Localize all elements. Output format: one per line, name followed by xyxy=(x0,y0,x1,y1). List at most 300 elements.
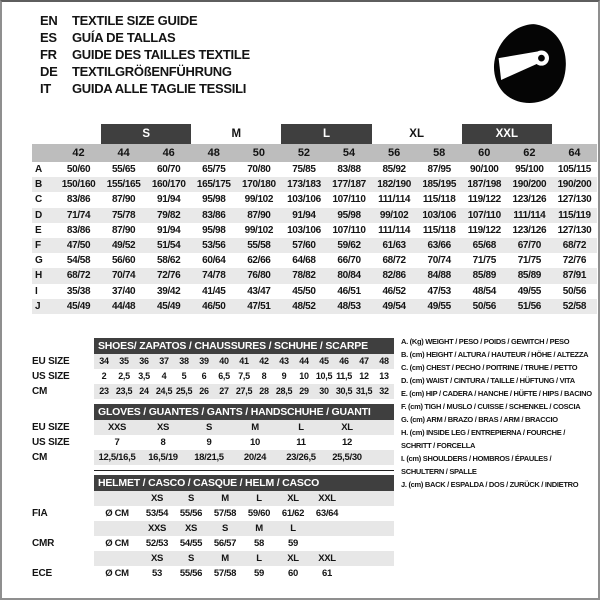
measure-row-g xyxy=(32,253,597,268)
measure-value: 177/187 xyxy=(332,179,366,191)
measure-value: 67/70 xyxy=(517,239,541,251)
helmet-value: 60 xyxy=(288,568,298,579)
measure-row-j xyxy=(32,299,597,314)
size-number: 64 xyxy=(568,147,581,159)
measure-value: 115/118 xyxy=(422,194,456,206)
measure-value: 95/98 xyxy=(202,224,226,236)
measure-value: 61/63 xyxy=(382,239,406,251)
gloves-row-us-size xyxy=(32,435,394,450)
language-line-en xyxy=(40,12,250,29)
measure-value: 47/51 xyxy=(247,300,271,312)
shoes-value: 26 xyxy=(199,386,209,396)
helmet-values-row-fia xyxy=(32,506,394,521)
measure-value: 190/200 xyxy=(557,179,592,191)
measure-value: 50/56 xyxy=(472,300,496,312)
shoes-value: 4 xyxy=(161,371,167,381)
shoes-value: 48 xyxy=(379,356,389,366)
gloves-table xyxy=(32,404,394,465)
measure-value: 99/102 xyxy=(244,194,274,206)
shoes-value: 29 xyxy=(299,386,309,396)
shoes-value: 45 xyxy=(319,356,329,366)
helmet-unit: Ø CM xyxy=(105,568,129,579)
language-code: IT xyxy=(40,81,51,96)
shoes-row-eu-size xyxy=(32,354,394,369)
measure-value: 85/92 xyxy=(382,164,406,175)
measure-value: 127/130 xyxy=(557,194,592,206)
measure-value: 55/65 xyxy=(111,164,136,175)
shoes-row-label: CM xyxy=(32,386,48,397)
size-number: 50 xyxy=(252,147,265,159)
measure-value: 74/78 xyxy=(202,270,226,282)
measure-value: 70/80 xyxy=(247,164,271,175)
gloves-values xyxy=(94,420,394,435)
language-line-it xyxy=(40,80,250,97)
measure-letter: F xyxy=(35,239,41,251)
shoes-value: 28,5 xyxy=(275,386,293,396)
guide-title: TEXTILE SIZE GUIDE xyxy=(72,13,198,28)
helmet-size-label: XL xyxy=(287,553,299,564)
measure-value: 68/72 xyxy=(562,239,587,251)
size-number: 44 xyxy=(117,147,130,159)
helmet-value: 54/55 xyxy=(179,538,203,549)
measure-value: 60/70 xyxy=(157,164,181,175)
measure-value: 58/62 xyxy=(157,255,181,267)
helmet-standard-label: FIA xyxy=(32,508,48,519)
measure-value: 70/74 xyxy=(111,270,136,282)
measure-value: 45/49 xyxy=(157,300,181,312)
shoes-value: 6 xyxy=(201,371,207,381)
language-code: FR xyxy=(40,47,57,62)
helmet-value: 61 xyxy=(322,568,332,579)
shoes-value: 8 xyxy=(261,371,267,381)
size-number: 52 xyxy=(297,147,311,159)
measure-value: 123/126 xyxy=(512,224,547,236)
size-number: 46 xyxy=(162,147,175,159)
measure-row-h xyxy=(32,268,597,283)
guide-title: GUIDA ALLE TAGLIE TESSILI xyxy=(72,81,247,96)
size-number: 56 xyxy=(387,147,401,159)
size-group-xxl: XXL xyxy=(462,124,552,144)
measure-letter: H xyxy=(35,270,42,282)
measure-value: 95/98 xyxy=(337,209,361,221)
measure-value: 51/56 xyxy=(517,300,541,312)
measure-value: 71/75 xyxy=(472,255,496,267)
measure-value: 71/75 xyxy=(517,255,541,267)
measure-value: 49/54 xyxy=(382,300,406,312)
measure-value: 45/49 xyxy=(66,300,91,312)
measure-value: 99/102 xyxy=(379,209,409,221)
measure-value: 119/122 xyxy=(467,194,501,206)
shoes-value: 9 xyxy=(281,371,287,381)
legend-item-f: F. (cm) TIGH / MUSLO / CUISSE / SCHENKEL / COSCIA xyxy=(401,402,581,411)
helmet-value: 57/58 xyxy=(213,568,237,579)
measure-value: 173/183 xyxy=(287,179,321,191)
guide-title: GUIDE DES TAILLES TEXTILE xyxy=(72,47,250,62)
measure-value: 49/52 xyxy=(111,239,136,251)
shoes-value: 41 xyxy=(239,356,249,366)
measure-letter: I xyxy=(35,285,38,297)
measure-value: 50/56 xyxy=(562,285,587,297)
measure-value: 71/74 xyxy=(66,209,91,221)
shoes-value: 5 xyxy=(181,371,187,381)
helmet-value: 61/62 xyxy=(281,508,305,519)
shoes-value: 2,5 xyxy=(118,371,130,381)
shoes-value: 38 xyxy=(179,356,189,366)
measure-value: 107/110 xyxy=(467,209,501,221)
measure-value: 165/175 xyxy=(196,179,231,191)
helmet-values xyxy=(94,566,394,581)
measure-value: 41/45 xyxy=(202,285,226,297)
shoes-value: 23 xyxy=(99,386,109,396)
gloves-value: 16,5/19 xyxy=(148,452,178,463)
measure-value: 37/40 xyxy=(111,285,136,297)
size-number-row xyxy=(32,144,597,162)
measure-letter: G xyxy=(35,255,43,267)
full-face-helmet-icon xyxy=(486,18,570,110)
language-code: ES xyxy=(40,30,57,45)
shoes-value: 3,5 xyxy=(138,371,150,381)
measure-value: 46/52 xyxy=(382,285,406,297)
helmet-size-label: M xyxy=(221,553,229,564)
size-corner-spacer xyxy=(32,144,56,162)
measure-row-e xyxy=(32,223,597,238)
measure-value: 49/55 xyxy=(427,300,451,312)
gloves-value: 12 xyxy=(342,437,352,448)
shoes-value: 35 xyxy=(119,356,129,366)
measure-value: 111/114 xyxy=(513,209,546,221)
helmet-unit: Ø CM xyxy=(105,538,129,549)
helmet-title: HELMET / CASCO / CASQUE / HELM / CASCO xyxy=(94,475,394,491)
helmet-size-label: XXL xyxy=(318,493,336,504)
helmet-size-label: XS xyxy=(150,553,164,564)
measure-value: 155/165 xyxy=(106,179,141,191)
measure-value: 105/115 xyxy=(557,164,592,175)
helmet-size-label xyxy=(310,521,344,536)
measure-value: 78/82 xyxy=(292,270,316,282)
measure-value: 60/64 xyxy=(202,255,226,267)
measure-value: 87/95 xyxy=(427,164,451,175)
helmet-value xyxy=(310,536,344,551)
legend-item-e: E. (cm) HIP / CADERA / HANCHE / HÜFTE / HIPS / BACINO xyxy=(401,389,592,398)
measure-value: 62/66 xyxy=(247,255,271,267)
shoes-values xyxy=(94,354,394,369)
measure-value: 66/70 xyxy=(337,255,361,267)
gloves-value: M xyxy=(251,422,259,433)
helmet-size-labels xyxy=(94,491,394,506)
shoes-value: 42 xyxy=(259,356,269,366)
language-code: DE xyxy=(40,64,58,79)
gloves-row-cm xyxy=(32,450,394,465)
measure-value: 111/114 xyxy=(378,194,411,206)
shoes-value: 7,5 xyxy=(238,371,250,381)
measure-letter: D xyxy=(35,209,42,221)
helmet-value: 55/56 xyxy=(179,508,203,519)
measure-value: 64/68 xyxy=(292,255,316,267)
helmet-table xyxy=(32,475,394,581)
helmet-size-label: L xyxy=(290,523,296,534)
legend-item-g: G. (cm) ARM / BRAZO / BRAS / ARM / BRACCIO xyxy=(401,415,558,424)
helmet-size-label: XXS xyxy=(147,523,167,534)
measure-value: 70/74 xyxy=(427,255,451,267)
size-number: 42 xyxy=(72,147,85,159)
shoes-value: 30 xyxy=(319,386,329,396)
helmet-size-spacer xyxy=(94,551,140,566)
measure-value: 72/76 xyxy=(157,270,181,282)
measure-value: 35/38 xyxy=(66,285,91,297)
measure-value: 75/85 xyxy=(292,164,316,175)
measure-value: 83/86 xyxy=(66,194,91,206)
gloves-value: XS xyxy=(156,422,170,433)
legend-item-b: B. (cm) HEIGHT / ALTURA / HAUTEUR / HÖHE / ALTEZZA xyxy=(401,350,589,359)
measure-value: 87/91 xyxy=(562,270,587,282)
shoes-value: 27,5 xyxy=(235,386,253,396)
measure-value: 53/56 xyxy=(202,239,226,251)
shoes-value: 46 xyxy=(339,356,349,366)
helmet-size-label: XS xyxy=(184,523,198,534)
gloves-row-label: CM xyxy=(32,452,48,463)
accessory-tables xyxy=(32,338,394,586)
measure-value: 91/94 xyxy=(157,224,181,236)
legend-item-h: H. (cm) INSIDE LEG / ENTREPIERNA / FOURCHE / SCHRITT / FORCELLA xyxy=(401,428,566,450)
measure-value: 90/100 xyxy=(470,164,499,175)
size-number: 62 xyxy=(523,147,536,159)
shoes-value: 27 xyxy=(219,386,229,396)
shoes-value: 30,5 xyxy=(335,386,353,396)
helmet-value: 59/60 xyxy=(247,508,271,519)
helmet-size-spacer xyxy=(94,521,140,536)
measure-value: 107/110 xyxy=(332,224,366,236)
measure-value: 46/50 xyxy=(202,300,226,312)
measure-value: 103/106 xyxy=(287,194,321,206)
gloves-title: GLOVES / GUANTES / GANTS / HANDSCHUHE / GUANTI xyxy=(94,404,394,420)
helmet-size-label: M xyxy=(255,523,263,534)
shoes-value: 13 xyxy=(379,371,389,381)
measure-value: 160/170 xyxy=(151,179,186,191)
helmet-value: 55/56 xyxy=(179,568,203,579)
gloves-value: 10 xyxy=(250,437,260,448)
shoes-value: 40 xyxy=(219,356,229,366)
shoes-value: 43 xyxy=(279,356,289,366)
measure-value: 39/42 xyxy=(157,285,181,297)
measure-row-f xyxy=(32,238,597,253)
measure-value: 87/90 xyxy=(247,209,271,221)
helmet-row-spacer xyxy=(32,551,94,566)
measure-letter: C xyxy=(35,194,42,206)
helmet-size-labels xyxy=(94,551,394,566)
gloves-value: XL xyxy=(341,422,353,433)
helmet-row-spacer xyxy=(32,521,94,536)
measure-value: 65/68 xyxy=(472,239,496,251)
legend-item-j: J. (cm) BACK / ESPALDA / DOS / ZURÜCK / INDIETRO xyxy=(401,480,579,489)
textile-size-table xyxy=(32,124,597,314)
measure-letter: B xyxy=(35,179,42,191)
shoes-row-label: EU SIZE xyxy=(32,356,70,367)
shoes-value: 12 xyxy=(359,371,369,381)
language-line-es xyxy=(40,29,250,46)
helmet-sizes-row-cmr xyxy=(32,521,394,536)
measure-value: 115/118 xyxy=(422,224,456,236)
measure-value: 80/84 xyxy=(337,270,361,282)
guide-title: GUÍA DE TALLAS xyxy=(72,30,176,45)
size-number: 60 xyxy=(478,147,491,159)
gloves-value: XXS xyxy=(107,422,127,433)
size-number: 58 xyxy=(433,147,446,159)
measure-value: 44/48 xyxy=(111,300,136,312)
measure-value: 95/100 xyxy=(515,164,544,175)
gloves-value: 20/24 xyxy=(243,452,267,463)
measure-value: 48/53 xyxy=(337,300,361,312)
helmet-size-label: S xyxy=(187,493,195,504)
measure-value: 45/50 xyxy=(292,285,316,297)
helmet-sizes-row-ece xyxy=(32,551,394,566)
measure-value: 50/60 xyxy=(66,164,91,175)
gloves-values xyxy=(94,435,394,450)
helmet-value: 59 xyxy=(254,568,264,579)
shoes-value: 47 xyxy=(359,356,369,366)
measure-value: 52/58 xyxy=(562,300,587,312)
measurement-legend xyxy=(401,335,595,491)
gloves-value: 9 xyxy=(206,437,212,448)
measure-value: 47/50 xyxy=(66,239,91,251)
helmet-unit: Ø CM xyxy=(105,508,129,519)
gloves-value: 7 xyxy=(114,437,120,448)
language-line-fr xyxy=(40,46,250,63)
helmet-size-label: S xyxy=(187,553,195,564)
language-line-de xyxy=(40,63,250,80)
measure-value: 107/110 xyxy=(332,194,366,206)
helmet-size-spacer xyxy=(94,491,140,506)
shoes-value: 24 xyxy=(139,386,149,396)
helmet-value: 63/64 xyxy=(315,508,339,519)
measure-row-i xyxy=(32,284,597,299)
legend-item-d: D. (cm) WAIST / CINTURA / TAILLE / HÜFTUNG / VITA xyxy=(401,376,575,385)
shoes-value: 6,5 xyxy=(218,371,230,381)
gloves-value: L xyxy=(298,422,304,433)
measure-value: 49/55 xyxy=(517,285,541,297)
measure-value: 68/72 xyxy=(382,255,406,267)
gloves-row-eu-size xyxy=(32,420,394,435)
measure-value: 43/47 xyxy=(247,285,271,297)
measure-value: 103/106 xyxy=(422,209,457,221)
measure-row-d xyxy=(32,208,597,223)
measure-value: 83/86 xyxy=(202,209,226,221)
gloves-row-label: US SIZE xyxy=(32,437,70,448)
helmet-values xyxy=(94,536,394,551)
shoes-row-us-size xyxy=(32,369,394,384)
measure-value: 82/86 xyxy=(382,270,406,282)
size-group-xl: XL xyxy=(409,128,424,140)
measure-value: 91/94 xyxy=(157,194,181,206)
shoes-values xyxy=(94,369,394,384)
measure-value: 115/119 xyxy=(558,209,591,221)
gloves-value: S xyxy=(205,422,213,433)
measure-value: 95/98 xyxy=(202,194,226,206)
size-group-row xyxy=(32,124,597,144)
size-number: 54 xyxy=(342,147,356,159)
measure-value: 123/126 xyxy=(512,194,547,206)
helmet-values xyxy=(94,506,394,521)
helmet-size-label: XXL xyxy=(318,553,336,564)
measure-value: 99/102 xyxy=(244,224,274,236)
measure-value: 47/53 xyxy=(427,285,451,297)
measure-value: 170/180 xyxy=(242,179,276,191)
measure-letter: A xyxy=(35,164,42,175)
measure-value: 185/195 xyxy=(422,179,457,191)
helmet-value: 58 xyxy=(254,538,264,549)
measure-row-c xyxy=(32,192,597,207)
measure-value: 85/89 xyxy=(472,270,496,282)
legend-item-i: I. (cm) SHOULDERS / HOMBROS / ÉPAULES / SCHULTERN / SPALLE xyxy=(401,454,552,476)
gloves-value: 18/21,5 xyxy=(194,452,224,463)
gloves-value: 12,5/16,5 xyxy=(98,452,136,463)
measure-value: 75/78 xyxy=(111,209,136,221)
measure-value: 85/89 xyxy=(517,270,541,282)
language-code: EN xyxy=(40,13,58,28)
measure-value: 84/88 xyxy=(427,270,451,282)
helmet-size-label: L xyxy=(256,493,262,504)
legend-item-c: C. (cm) CHEST / PECHO / POITRINE / TRUHE / PETTO xyxy=(401,363,578,372)
measure-value: 111/114 xyxy=(378,224,411,236)
shoes-value: 10 xyxy=(299,371,309,381)
measure-value: 76/80 xyxy=(247,270,271,282)
measure-value: 190/200 xyxy=(512,179,547,191)
shoes-value: 39 xyxy=(199,356,209,366)
helmet-values-row-ece xyxy=(32,566,394,581)
measure-row-b xyxy=(32,177,597,192)
shoes-value: 25,5 xyxy=(175,386,193,396)
measure-value: 79/82 xyxy=(157,209,181,221)
measure-value: 63/66 xyxy=(427,239,451,251)
shoes-row-cm xyxy=(32,384,394,399)
size-number: 48 xyxy=(207,147,220,159)
helmet-value: 52/53 xyxy=(145,538,169,549)
shoes-value: 11,5 xyxy=(336,371,352,381)
measure-letter: J xyxy=(35,300,41,312)
gloves-values xyxy=(94,450,394,465)
shoes-value: 2 xyxy=(101,371,107,381)
gloves-value: 25,5/30 xyxy=(332,452,362,463)
measure-value: 91/94 xyxy=(292,209,316,221)
helmet-size-label: S xyxy=(221,523,229,534)
helmet-standard-label: ECE xyxy=(32,568,52,579)
helmet-row-spacer xyxy=(32,491,94,506)
shoes-value: 32 xyxy=(379,386,389,396)
measure-value: 87/90 xyxy=(111,224,136,236)
measure-value: 103/106 xyxy=(287,224,321,236)
measure-value: 56/60 xyxy=(111,255,136,267)
section-divider xyxy=(32,470,394,471)
measure-value: 48/54 xyxy=(472,285,496,297)
legend-item-a: A. (Kg) WEIGHT / PESO / POIDS / GEWITCH / PESO xyxy=(401,337,570,346)
measure-value: 54/58 xyxy=(66,255,91,267)
helmet-value: 53/54 xyxy=(145,508,169,519)
shoes-value: 31,5 xyxy=(355,386,373,396)
measure-value: 48/52 xyxy=(292,300,316,312)
measure-letter: E xyxy=(35,224,42,236)
helmet-size-label: L xyxy=(256,553,262,564)
measure-value: 127/130 xyxy=(557,224,592,236)
shoes-value: 44 xyxy=(299,356,309,366)
shoes-value: 36 xyxy=(139,356,149,366)
shoes-row-label: US SIZE xyxy=(32,371,70,382)
gloves-value: 8 xyxy=(160,437,166,448)
measure-value: 187/198 xyxy=(467,179,502,191)
shoes-value: 24,5 xyxy=(155,386,173,396)
measure-value: 72/76 xyxy=(562,255,587,267)
shoes-value: 37 xyxy=(159,356,169,366)
helmet-standard-label: CMR xyxy=(32,538,55,549)
helmet-size-label: XS xyxy=(150,493,164,504)
